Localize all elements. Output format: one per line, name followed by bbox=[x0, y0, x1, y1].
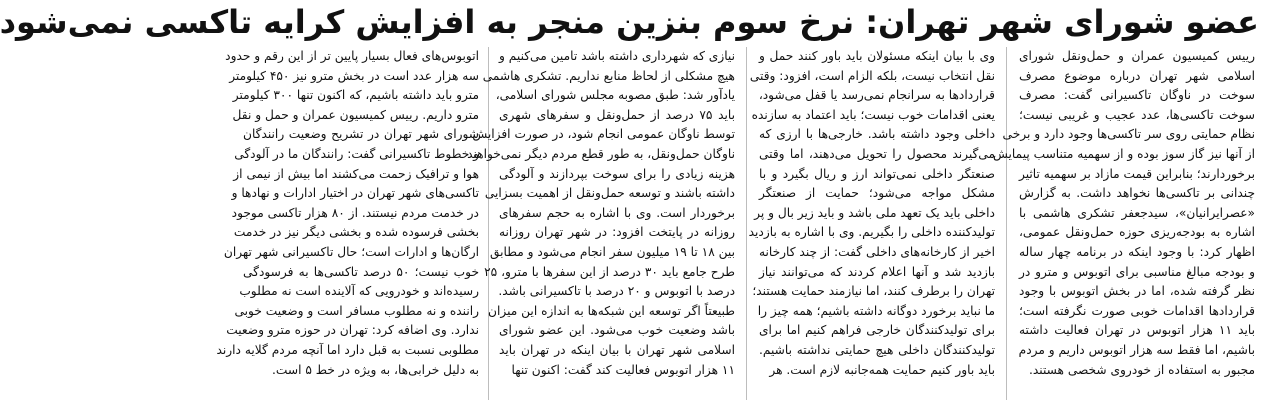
article-line: و بودجه مبالغ مناسبی برای اتوبوس و مترو در bbox=[1019, 264, 1255, 279]
article-line: برخوردار است. وی با اشاره به حجم سفرهای bbox=[499, 205, 735, 220]
article-line: ما نباید برخورد دوگانه داشته باشیم؛ همه چیز را bbox=[757, 303, 995, 318]
article-line: درصد با اتوبوس و ۲۰ درصد با تاکسیرانی باشد. bbox=[498, 284, 735, 299]
article-line: ارگان‌ها و ادارات است؛ حال تاکسیرانی شهر تهران bbox=[223, 244, 479, 259]
article-line: داخلی باید یک تعهد ملی باشد و باید زیر بال و پر bbox=[754, 205, 995, 220]
article-line: تولیدکنندگان داخلی هیچ حمایتی نداشته باشیم. bbox=[759, 342, 995, 357]
article-line: ندارد. وی اضافه کرد: تهران در حوزه مترو وضعیت bbox=[226, 323, 479, 338]
article-line: ۱۱ هزار اتوبوس فعالیت کند گفت: اکنون تنها bbox=[511, 362, 735, 377]
article-line: بخشی فرسوده شده و بخشی دیگر نیز در خدمت bbox=[233, 225, 479, 240]
article-line: باید ۷۵ درصد از حمل‌ونقل و سفرهای شهری bbox=[499, 107, 735, 122]
article-line: صنعتگر داخلی نمی‌تواند ارز و ریال بگیرد و با bbox=[759, 166, 995, 181]
article-line: هزینه زیادی را برای سوخت بپردازند و آلودگی bbox=[499, 166, 735, 181]
article-line: هیچ مشکلی از لحاظ منابع نداریم. تشکری هاشمی bbox=[482, 68, 735, 83]
article-line: تولیدکننده داخلی را بگیریم. وی با اشاره به بازدید bbox=[748, 225, 995, 240]
article-line: خوب نیست؛ ۵۰ درصد تاکسی‌ها به فرسودگی bbox=[243, 264, 479, 279]
article-line: راننده و نه مطلوب مسافر است و وضعیت خوبی bbox=[234, 303, 479, 318]
article-line: می‌گیرند محصول را تحویل می‌دهند، اما وقتی bbox=[759, 146, 995, 161]
article-line: طرح جامع باید ۳۰ درصد از این سفرها با مترو، ۲۵ bbox=[484, 264, 735, 279]
article-line: قراردادها اقدامات خوبی صورت نگرفته است؛ bbox=[1019, 303, 1255, 318]
article-column-1 bbox=[993, 47, 1255, 404]
article-line: سه هزار عدد است در بخش مترو نیز ۴۵۰ کیلومتر bbox=[229, 68, 479, 83]
article-line: هوا و ترافیک زحمت می‌کشند اما بیش از نیمی از bbox=[233, 166, 479, 181]
article-line: مترو داریم. رییس کمیسیون عمران و حمل و نقل bbox=[232, 107, 479, 122]
article-line: توسط ناوگان عمومی انجام شود، در صورت افزایش bbox=[472, 127, 735, 142]
article-line: باید باور کنیم حمایت همه‌جانبه لازم است. هر bbox=[769, 362, 995, 377]
article-line: اخیر از کارخانه‌های داخلی گفت: از چند کارخانه bbox=[758, 244, 995, 259]
article-line: مشکل مواجه می‌شود؛ حمایت از صنعتگر bbox=[759, 186, 995, 201]
article-body bbox=[216, 47, 1263, 404]
article-line: وی با بیان اینکه مسئولان باید باور کنند حمل و bbox=[759, 49, 995, 63]
article-line: سوخت تاکسی‌ها، عدد عجیب و غریبی نیست؛ bbox=[1019, 107, 1255, 122]
article-line: نیازی که شهرداری داشته باشد تامین می‌کنیم و bbox=[499, 49, 735, 63]
article-line: تهران را برطرف کنند، اما نیازمند حمایت هستند؛ bbox=[752, 284, 995, 299]
article-line: اسلامی شهر تهران درباره موضوع مصرف bbox=[1019, 68, 1255, 83]
article-line: سوخت در ناوگان تاکسیرانی گفت: مصرف bbox=[1019, 88, 1255, 103]
article-line: یادآور شد: طبق مصوبه مجلس شورای اسلامی، bbox=[495, 88, 735, 103]
article-line: چندانی بر تاکسی‌ها نخواهد داشت. به گزارش bbox=[1019, 186, 1255, 201]
article-line: نقل انتخاب نیست، بلکه الزام است، افزود: وقتی bbox=[749, 68, 995, 83]
column-divider bbox=[746, 47, 747, 400]
article-line: باشیم، اما فقط سه هزار اتوبوس داریم و مردم bbox=[1018, 342, 1255, 357]
article-line: داخلی وجود داشته باشد. خارجی‌ها با ارزی که bbox=[759, 127, 995, 142]
article-line: داشته باشند و توسعه حمل‌ونقل از اهمیت بسزایی bbox=[484, 186, 735, 201]
article-line: طبیعتاً اگر توسعه این شبکه‌ها به اندازه این میزان bbox=[488, 303, 735, 318]
article-line: رسیده‌اند و خودرویی که آلاینده است نه مطلوب bbox=[239, 284, 479, 299]
article-line: مترو باید داشته باشیم، که اکنون تنها ۳۰۰ کیلومتر bbox=[232, 88, 479, 103]
article-line: بین ۱۸ تا ۱۹ میلیون سفر انجام می‌شود و مطابق bbox=[490, 244, 735, 259]
article-line: و خطوط تاکسیرانی گفت: رانندگان ما در آلودگی bbox=[234, 146, 479, 161]
article-line: از آنها نیز گاز سوز بوده و از سهمیه متناسب پیمایش bbox=[993, 146, 1255, 161]
article-line: قراردادها به سرانجام نمی‌رسد یا قفل می‌شود، bbox=[758, 88, 995, 103]
article-line: ناوگان حمل‌ونقل، به طور قطع مردم دیگر نمی‌خواهند bbox=[467, 146, 735, 161]
article-line: «عصرایرانیان»، سیدجعفر تشکری هاشمی با bbox=[1019, 205, 1255, 220]
article-line: بازدید شد و آنها اعلام کردند که می‌توانند نیاز bbox=[759, 264, 995, 279]
article-line: تاکسی‌های شهر تهران در اختیار ادارات و نهادها و bbox=[231, 186, 479, 201]
article-line: نظر گرفته شده، اما در بخش اتوبوس با وجود bbox=[1019, 284, 1255, 299]
article-column-4 bbox=[216, 47, 479, 404]
article-line: نظام حمایتی روی سر تاکسی‌ها وجود دارد و برخی bbox=[1002, 127, 1255, 142]
article-line: روزانه در پایتخت افزود: در شهر تهران روزانه bbox=[499, 225, 735, 240]
article-line: باشد وضعیت خوب می‌شود. این عضو شورای bbox=[499, 323, 735, 338]
article-line: در خدمت مردم نیستند. از ۸۰ هزار تاکسی موجود bbox=[231, 205, 479, 220]
article-line: رییس کمیسیون عمران و حمل‌ونقل شورای bbox=[1019, 49, 1255, 63]
article-column-3 bbox=[467, 47, 735, 404]
article-line: مجبور به استفاده از خودروی شخصی هستند. bbox=[1029, 362, 1255, 377]
article-line: اسلامی شهر تهران با بیان اینکه در تهران باید bbox=[499, 342, 735, 357]
article-line: مطلوبی نسبت به قبل دارد اما آنچه مردم گلایه دارند bbox=[216, 342, 479, 357]
column-divider bbox=[488, 47, 489, 400]
article-line: باید ۱۱ هزار اتوبوس در تهران فعالیت داشته bbox=[1019, 323, 1255, 338]
article-line: اظهار کرد: با وجود اینکه در برنامه چهار ساله bbox=[1019, 244, 1255, 259]
article-column-2 bbox=[748, 47, 995, 404]
article-line: اشاره به بودجه‌ریزی حوزه حمل‌ونقل عمومی، bbox=[1019, 225, 1255, 240]
article-headline: عضو شورای شهر تهران: نرخ سوم بنزین منجر به افزایش کرایه تاکسی نمی‌شود bbox=[0, 3, 1259, 41]
article-line: یعنی اقدامات خوب نیست؛ باید اعتماد به سازنده bbox=[751, 107, 995, 122]
article-line: به دلیل خرابی‌ها، به ویژه در خط ۵ است. bbox=[272, 362, 479, 377]
article-line: اتوبوس‌های فعال بسیار پایین تر از این رقم و حدود bbox=[225, 49, 479, 63]
article-line: شورای شهر تهران در تشریح وضعیت رانندگان bbox=[243, 127, 479, 142]
column-divider bbox=[1006, 47, 1007, 400]
article-line: برای تولیدکنندگان خارجی فراهم کنیم اما برای bbox=[759, 323, 995, 338]
article-line: برخوردارند؛ بنابراین قیمت مازاد بر سهمیه تاثیر bbox=[1019, 166, 1255, 181]
